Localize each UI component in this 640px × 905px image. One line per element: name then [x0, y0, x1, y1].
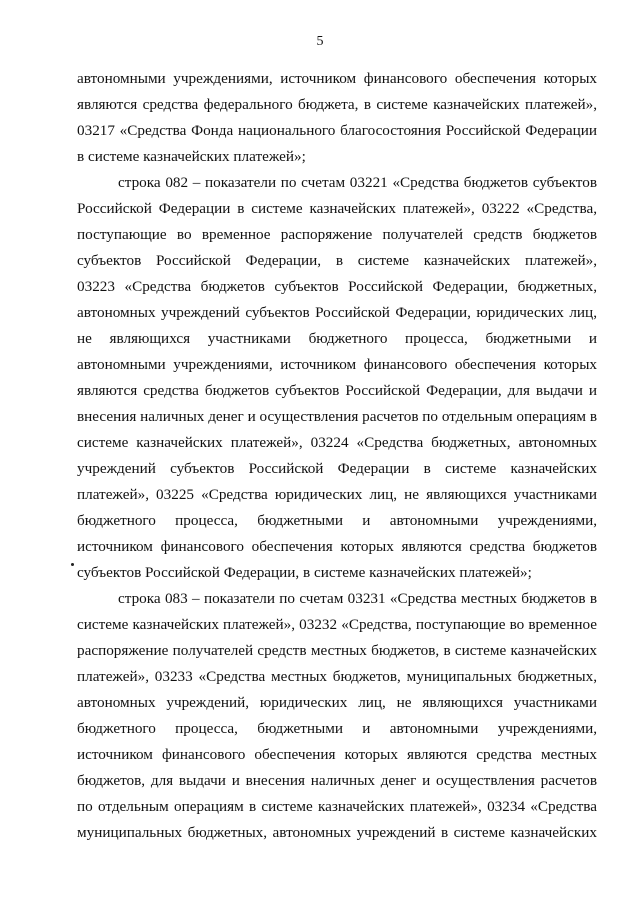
- text-line: системе казначейских платежей», 03224 «Средства бюджетных, автономных: [77, 434, 597, 451]
- text-line: бюджетного процесса, бюджетными и автономными учреждениями,: [77, 720, 597, 737]
- text-line: источником финансового обеспечения которых являются средства бюджетов: [77, 538, 597, 555]
- text-line: учреждений субъектов Российской Федерации в системе казначейских: [77, 460, 597, 477]
- paragraph-start-line: строка 083 – показатели по счетам 03231 «Средства местных бюджетов в: [118, 590, 597, 607]
- text-line: автономными учреждениями, источником финансового обеспечения которых: [77, 356, 597, 373]
- text-line: распоряжение получателей средств местных бюджетов, в системе казначейских: [77, 642, 597, 659]
- text-line: бюджетов, для выдачи и внесения наличных денег и осуществления расчетов: [77, 772, 597, 789]
- text-line: источником финансового обеспечения которых являются средства местных: [77, 746, 597, 763]
- text-line: внесения наличных денег и осуществления расчетов по отдельным операциям в: [77, 408, 597, 425]
- text-line: автономных учреждений, юридических лиц, не являющихся участниками: [77, 694, 597, 711]
- text-line: не являющихся участниками бюджетного процесса, бюджетными и: [77, 330, 597, 347]
- paragraph-start-line: строка 082 – показатели по счетам 03221 «Средства бюджетов субъектов: [118, 174, 597, 191]
- text-line: автономными учреждениями, источником финансового обеспечения которых: [77, 70, 597, 87]
- text-line: в системе казначейских платежей»;: [77, 148, 306, 165]
- page-number: 5: [316, 34, 324, 49]
- text-line: бюджетного процесса, бюджетными и автономными учреждениями,: [77, 512, 597, 529]
- text-line: поступающие во временное распоряжение получателей средств бюджетов: [77, 226, 597, 243]
- text-line: платежей», 03233 «Средства местных бюджетов, муниципальных бюджетных,: [77, 668, 597, 685]
- text-line: платежей», 03225 «Средства юридических лиц, не являющихся участниками: [77, 486, 597, 503]
- text-line: субъектов Российской Федерации, в системе казначейских платежей»;: [77, 564, 532, 581]
- scan-dot-mark: [71, 563, 74, 566]
- text-line: 03217 «Средства Фонда национального благосостояния Российской Федерации: [77, 122, 597, 139]
- text-line: являются средства бюджетов субъектов Российской Федерации, для выдачи и: [77, 382, 597, 399]
- text-line: системе казначейских платежей», 03232 «Средства, поступающие во временное: [77, 616, 597, 633]
- text-line: 03223 «Средства бюджетов субъектов Российской Федерации, бюджетных,: [77, 278, 597, 295]
- text-line: автономных учреждений субъектов Российской Федерации, юридических лиц,: [77, 304, 597, 321]
- text-line: Российской Федерации в системе казначейских платежей», 03222 «Средства,: [77, 200, 597, 217]
- text-line: по отдельным операциям в системе казначейских платежей», 03234 «Средства: [77, 798, 597, 815]
- text-line: субъектов Российской Федерации, в системе казначейских платежей»,: [77, 252, 597, 269]
- text-line: являются средства федерального бюджета, в системе казначейских платежей»,: [77, 96, 597, 113]
- text-line: муниципальных бюджетных, автономных учреждений в системе казначейских: [77, 824, 597, 841]
